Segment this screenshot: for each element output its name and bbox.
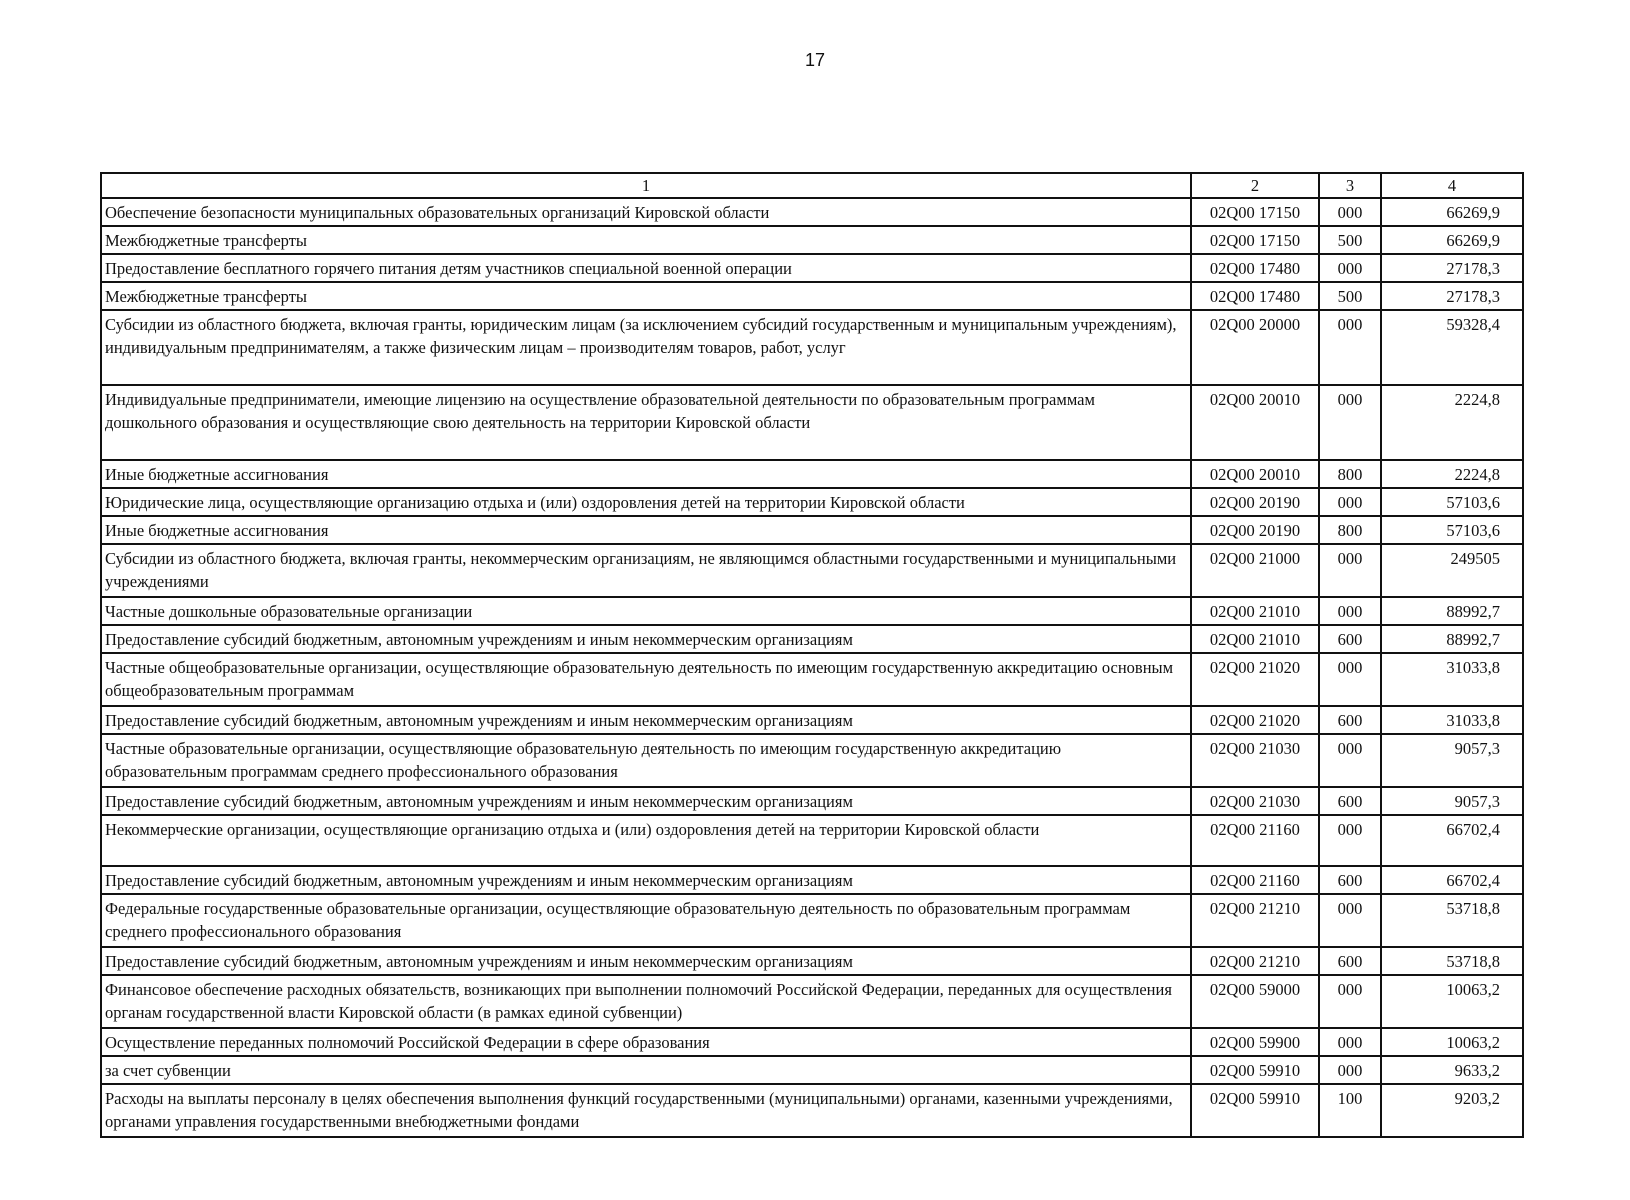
row-code: 02Q00 21010 (1191, 625, 1319, 653)
row-kind: 000 (1319, 1056, 1381, 1084)
table-row (101, 460, 1523, 488)
row-kind: 600 (1319, 866, 1381, 894)
row-name: Обеспечение безопасности муниципальных образовательных организаций Кировской области (101, 198, 1191, 226)
row-name: Иные бюджетные ассигнования (101, 460, 1191, 488)
row-name: Субсидии из областного бюджета, включая гранты, юридическим лицам (за исключением субсидий государственным и муниципальным учреждениям), индивидуальным предпринимателям, а также физическим лицам – производителям товаров, работ, услуг (101, 310, 1191, 385)
table-row (101, 787, 1523, 815)
row-code: 02Q00 21030 (1191, 787, 1319, 815)
row-sum: 10063,2 (1381, 975, 1523, 1028)
row-sum: 249505 (1381, 544, 1523, 597)
row-kind: 000 (1319, 975, 1381, 1028)
row-name: Расходы на выплаты персоналу в целях обеспечения выполнения функций государственными (муниципальными) органами, казенными учреждениями, органами управления государственными внебюджетными фондами (101, 1084, 1191, 1137)
row-name: Предоставление субсидий бюджетным, автономным учреждениям и иным некоммерческим организациям (101, 706, 1191, 734)
row-name: Предоставление субсидий бюджетным, автономным учреждениям и иным некоммерческим организациям (101, 625, 1191, 653)
row-name: Осуществление переданных полномочий Российской Федерации в сфере образования (101, 1028, 1191, 1056)
row-sum: 10063,2 (1381, 1028, 1523, 1056)
row-code: 02Q00 20190 (1191, 516, 1319, 544)
row-code: 02Q00 20010 (1191, 460, 1319, 488)
table-row (101, 734, 1523, 787)
table-row (101, 226, 1523, 254)
row-sum: 66269,9 (1381, 226, 1523, 254)
row-code: 02Q00 21020 (1191, 706, 1319, 734)
table-header-row (101, 173, 1523, 198)
row-kind: 600 (1319, 787, 1381, 815)
table-row (101, 516, 1523, 544)
row-name: Федеральные государственные образовательные организации, осуществляющие образовательную деятельность по образовательным программам среднего профессионального образования (101, 894, 1191, 947)
row-kind: 600 (1319, 706, 1381, 734)
table-row (101, 706, 1523, 734)
row-kind: 000 (1319, 815, 1381, 866)
row-code: 02Q00 21000 (1191, 544, 1319, 597)
row-code: 02Q00 20010 (1191, 385, 1319, 460)
row-sum: 57103,6 (1381, 516, 1523, 544)
row-code: 02Q00 21160 (1191, 815, 1319, 866)
column-header-3: 3 (1319, 173, 1381, 198)
row-sum: 88992,7 (1381, 597, 1523, 625)
row-name: Предоставление субсидий бюджетным, автономным учреждениям и иным некоммерческим организациям (101, 947, 1191, 975)
table-row (101, 975, 1523, 1028)
row-name: Частные общеобразовательные организации, осуществляющие образовательную деятельность по имеющим государственную аккредитацию основным общеобразовательным программам (101, 653, 1191, 706)
table-row (101, 866, 1523, 894)
row-kind: 600 (1319, 625, 1381, 653)
column-header-1: 1 (101, 173, 1191, 198)
row-sum: 9633,2 (1381, 1056, 1523, 1084)
row-kind: 800 (1319, 516, 1381, 544)
table-row (101, 282, 1523, 310)
row-sum: 66702,4 (1381, 815, 1523, 866)
row-sum: 9057,3 (1381, 734, 1523, 787)
row-sum: 66269,9 (1381, 198, 1523, 226)
table-row (101, 597, 1523, 625)
row-name: Частные образовательные организации, осуществляющие образовательную деятельность по имеющим государственную аккредитацию образовательным программам среднего профессионального образования (101, 734, 1191, 787)
row-kind: 000 (1319, 544, 1381, 597)
row-sum: 53718,8 (1381, 947, 1523, 975)
row-kind: 000 (1319, 734, 1381, 787)
row-sum: 2224,8 (1381, 385, 1523, 460)
row-code: 02Q00 20000 (1191, 310, 1319, 385)
row-code: 02Q00 59000 (1191, 975, 1319, 1028)
row-kind: 600 (1319, 947, 1381, 975)
row-code: 02Q00 21020 (1191, 653, 1319, 706)
column-header-2: 2 (1191, 173, 1319, 198)
row-code: 02Q00 59900 (1191, 1028, 1319, 1056)
row-sum: 59328,4 (1381, 310, 1523, 385)
table-row (101, 625, 1523, 653)
row-sum: 66702,4 (1381, 866, 1523, 894)
row-code: 02Q00 59910 (1191, 1056, 1319, 1084)
row-kind: 000 (1319, 894, 1381, 947)
table-row (101, 1028, 1523, 1056)
row-kind: 000 (1319, 310, 1381, 385)
table-row (101, 544, 1523, 597)
table-row (101, 254, 1523, 282)
row-sum: 31033,8 (1381, 653, 1523, 706)
row-code: 02Q00 21030 (1191, 734, 1319, 787)
row-code: 02Q00 17480 (1191, 282, 1319, 310)
row-name: Предоставление субсидий бюджетным, автономным учреждениям и иным некоммерческим организациям (101, 787, 1191, 815)
row-sum: 27178,3 (1381, 282, 1523, 310)
row-code: 02Q00 21210 (1191, 947, 1319, 975)
row-name: Межбюджетные трансферты (101, 226, 1191, 254)
row-sum: 88992,7 (1381, 625, 1523, 653)
row-sum: 9203,2 (1381, 1084, 1523, 1137)
row-name: Юридические лица, осуществляющие организацию отдыха и (или) оздоровления детей на территории Кировской области (101, 488, 1191, 516)
row-name: Межбюджетные трансферты (101, 282, 1191, 310)
page-number: 17 (804, 50, 826, 70)
table-row (101, 894, 1523, 947)
row-name: Частные дошкольные образовательные организации (101, 597, 1191, 625)
row-sum: 31033,8 (1381, 706, 1523, 734)
row-name: Иные бюджетные ассигнования (101, 516, 1191, 544)
row-name: за счет субвенции (101, 1056, 1191, 1084)
table-row (101, 815, 1523, 866)
row-kind: 000 (1319, 488, 1381, 516)
table-row (101, 198, 1523, 226)
row-code: 02Q00 59910 (1191, 1084, 1319, 1137)
table-row (101, 310, 1523, 385)
row-name: Финансовое обеспечение расходных обязательств, возникающих при выполнении полномочий Российской Федерации, переданных для осуществления органам государственной власти Кировской области (в рамках единой субвенции) (101, 975, 1191, 1028)
table-row (101, 1084, 1523, 1137)
table-row (101, 488, 1523, 516)
row-kind: 100 (1319, 1084, 1381, 1137)
row-code: 02Q00 21160 (1191, 866, 1319, 894)
row-name: Предоставление бесплатного горячего питания детям участников специальной военной операции (101, 254, 1191, 282)
row-code: 02Q00 17480 (1191, 254, 1319, 282)
row-kind: 800 (1319, 460, 1381, 488)
row-name: Некоммерческие организации, осуществляющие организацию отдыха и (или) оздоровления детей на территории Кировской области (101, 815, 1191, 866)
row-kind: 000 (1319, 254, 1381, 282)
row-kind: 000 (1319, 597, 1381, 625)
budget-table (100, 172, 1524, 1138)
row-name: Индивидуальные предприниматели, имеющие лицензию на осуществление образовательной деятельности по образовательным программам дошкольного образования и осуществляющие свою деятельность на территории Кировской области (101, 385, 1191, 460)
row-kind: 000 (1319, 1028, 1381, 1056)
row-code: 02Q00 21010 (1191, 597, 1319, 625)
table-row (101, 947, 1523, 975)
row-kind: 500 (1319, 282, 1381, 310)
table-row (101, 385, 1523, 460)
row-kind: 000 (1319, 198, 1381, 226)
row-sum: 57103,6 (1381, 488, 1523, 516)
row-sum: 9057,3 (1381, 787, 1523, 815)
row-sum: 2224,8 (1381, 460, 1523, 488)
row-sum: 27178,3 (1381, 254, 1523, 282)
table-row (101, 653, 1523, 706)
row-name: Предоставление субсидий бюджетным, автономным учреждениям и иным некоммерческим организациям (101, 866, 1191, 894)
row-kind: 000 (1319, 385, 1381, 460)
row-code: 02Q00 21210 (1191, 894, 1319, 947)
table-row (101, 1056, 1523, 1084)
row-name: Субсидии из областного бюджета, включая гранты, некоммерческим организациям, не являющимся областными государственными и муниципальными учреждениями (101, 544, 1191, 597)
row-code: 02Q00 17150 (1191, 226, 1319, 254)
row-kind: 000 (1319, 653, 1381, 706)
row-code: 02Q00 20190 (1191, 488, 1319, 516)
row-kind: 500 (1319, 226, 1381, 254)
row-sum: 53718,8 (1381, 894, 1523, 947)
column-header-4: 4 (1381, 173, 1523, 198)
row-code: 02Q00 17150 (1191, 198, 1319, 226)
